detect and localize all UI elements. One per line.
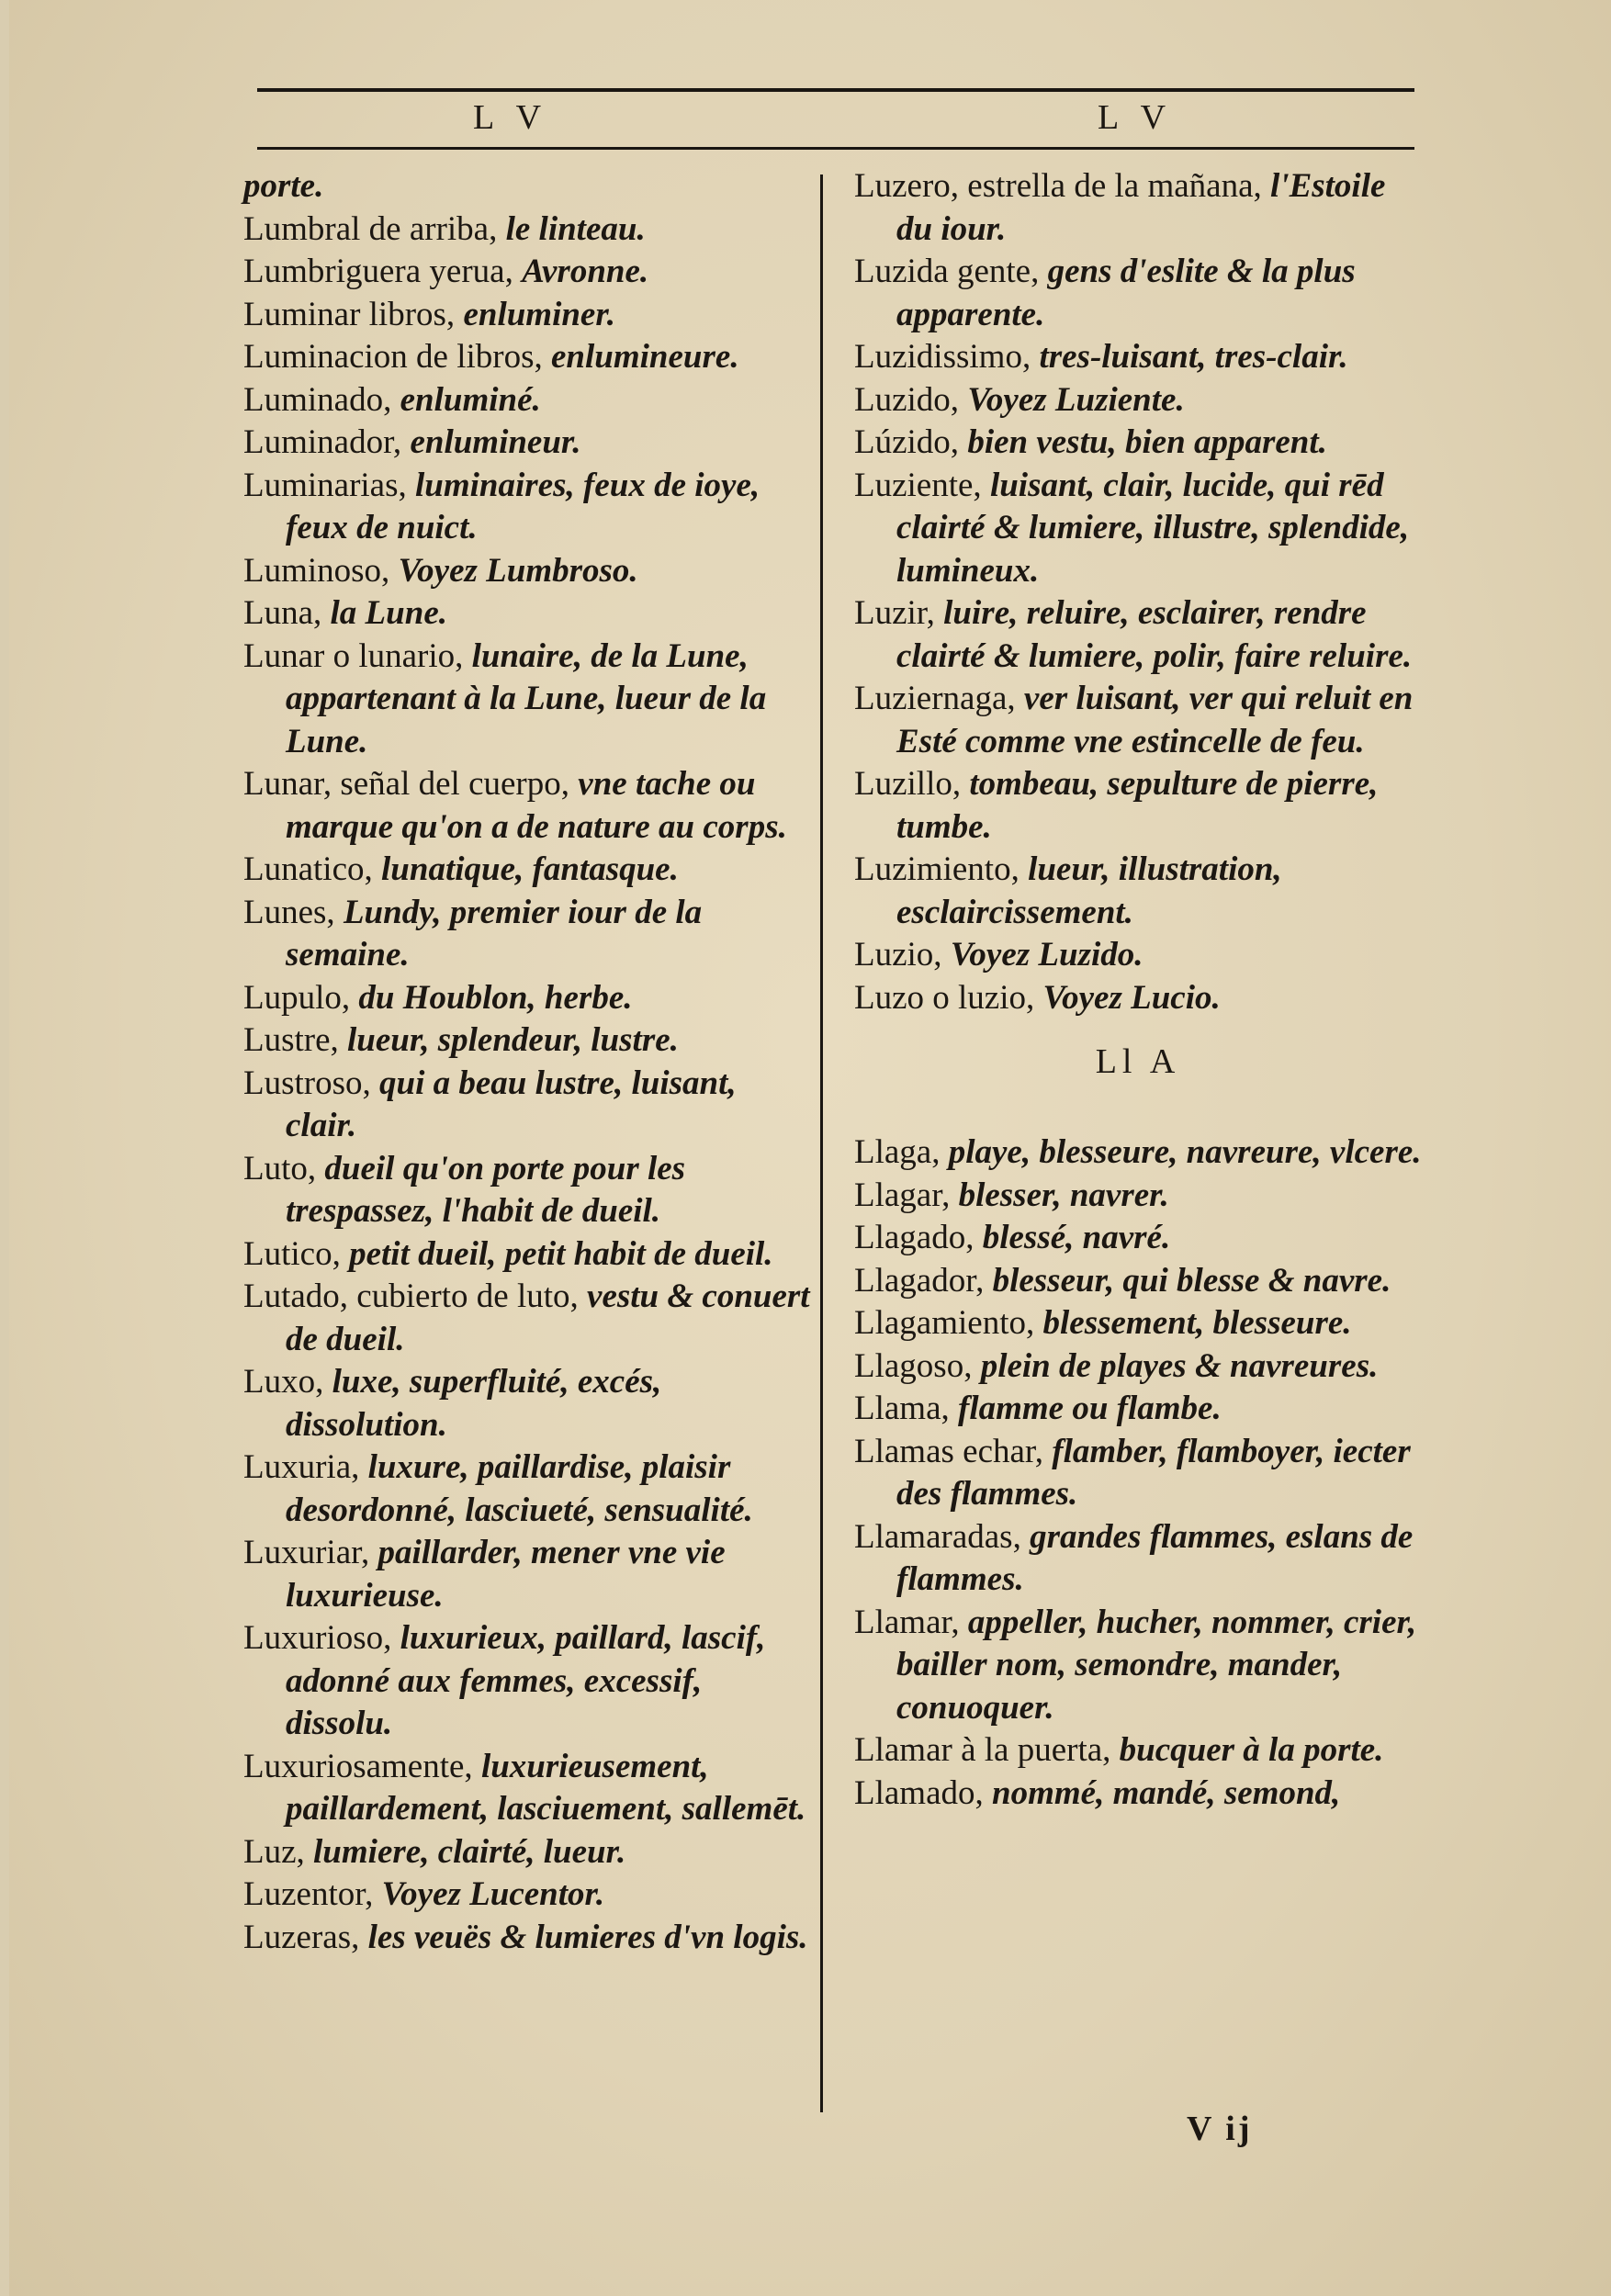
entry-headword: Lutico, (243, 1234, 350, 1273)
entry-definition: l'Estoile du iour. (896, 167, 1386, 248)
dictionary-entry (243, 763, 811, 849)
entry-headword: Llamas echar, (854, 1432, 1053, 1470)
entry-headword: Luminarias, (243, 466, 416, 504)
entry-definition: lueur, splendeur, lustre. (347, 1021, 679, 1059)
dictionary-entry (243, 1063, 811, 1148)
entry-definition: dueil qu'on porte pour les trespassez, l'habit de dueil. (286, 1149, 686, 1230)
entry-headword: Llagoso, (854, 1346, 981, 1385)
entry-definition: luxe, superfluité, excés, dissolution. (286, 1363, 662, 1444)
column-divider (820, 174, 823, 2112)
dictionary-entry (243, 636, 811, 764)
entry-headword: Llagado, (854, 1219, 983, 1256)
entry-definition: blesseur, qui blesse & navre. (992, 1261, 1391, 1300)
entry-definition: playe, blesseure, navreure, vlcere. (948, 1133, 1422, 1171)
entry-headword: Luzir, (854, 594, 944, 632)
entry-headword: Llamar à la puerta, (854, 1731, 1120, 1769)
dictionary-page (9, 0, 1611, 2296)
entry-definition: luxure, paillardise, plaisir desordonné, lasciueté, sensualité. (286, 1448, 753, 1529)
entry-definition: appeller, hucher, nommer, crier, bailler nom, semondre, mander, conuoquer. (896, 1603, 1417, 1727)
header-top-rule (257, 88, 1414, 92)
dictionary-entry (854, 1602, 1422, 1730)
entry-definition: lueur, illustration, esclaircissement. (896, 850, 1282, 931)
entry-definition: enluminé. (400, 380, 541, 419)
entry-headword: Llagador, (854, 1261, 993, 1300)
entry-definition: porte. (243, 167, 324, 205)
entry-headword: Luz, (243, 1832, 314, 1871)
right-entries-lu (854, 165, 1422, 1019)
entry-headword: Luzida gente, (854, 253, 1048, 290)
dictionary-entry (243, 465, 811, 550)
dictionary-entry (243, 1746, 811, 1831)
entry-definition: blesser, navrer. (958, 1176, 1169, 1214)
dictionary-entry (854, 1175, 1422, 1218)
entry-definition: enlumineure. (551, 338, 739, 376)
entry-headword: Luzio, (854, 936, 951, 974)
dictionary-entry (243, 1019, 811, 1063)
entry-headword: Lustre, (243, 1021, 348, 1059)
entry-definition: vne tache ou marque qu'on a de nature au corps. (286, 765, 787, 846)
entry-definition: blessé, navré. (982, 1219, 1171, 1256)
dictionary-entry (854, 849, 1422, 934)
entry-headword: Luxuriar, (243, 1534, 378, 1571)
dictionary-entry (243, 1917, 811, 1960)
dictionary-entry (854, 592, 1422, 678)
entry-headword: Llagamiento, (854, 1304, 1043, 1342)
header-right: L V (1098, 98, 1174, 137)
entry-headword: Luzero, estrella de la mañana, (854, 167, 1271, 205)
dictionary-entry (854, 465, 1422, 593)
entry-definition: Voyez Luziente. (967, 380, 1185, 419)
dictionary-entry (243, 550, 811, 593)
entry-headword: Lumbral de arriba, (243, 209, 506, 248)
entry-headword: Llagar, (854, 1176, 959, 1214)
entry-headword: Luminar libros, (243, 295, 464, 333)
dictionary-entry (243, 1874, 811, 1917)
entry-headword: Luminado, (243, 380, 400, 419)
entry-headword: Luxuriosamente, (243, 1747, 481, 1785)
dictionary-entry (243, 336, 811, 379)
left-column (243, 165, 811, 1959)
entry-definition: Voyez Luzido. (950, 936, 1143, 974)
entry-definition: luminaires, feux de ioye, feux de nuict. (286, 466, 760, 546)
entry-definition: le linteau. (505, 209, 646, 248)
dictionary-entry (854, 1217, 1422, 1260)
dictionary-entry (243, 165, 811, 208)
dictionary-entry (243, 1148, 811, 1233)
dictionary-entry (854, 1131, 1422, 1175)
entry-headword: Lunes, (243, 893, 344, 931)
entry-definition: luisant, clair, lucide, qui rēd clairté & lumiere, illustre, splendide, lumineux. (896, 466, 1410, 590)
entry-headword: Llamar, (854, 1603, 968, 1641)
dictionary-entry (243, 1446, 811, 1532)
entry-definition: bucquer à la porte. (1119, 1731, 1384, 1769)
dictionary-entry (854, 1260, 1422, 1303)
entry-definition: enluminer. (463, 295, 615, 333)
entry-headword: Llaga, (854, 1133, 949, 1171)
entry-headword: Luzo o luzio, (854, 978, 1043, 1017)
entry-headword: Luna, (243, 594, 331, 632)
dictionary-entry (243, 592, 811, 636)
entry-headword: Lupulo, (243, 978, 359, 1017)
dictionary-entry (854, 251, 1422, 336)
dictionary-entry (854, 934, 1422, 977)
dictionary-entry (854, 1773, 1422, 1816)
entry-definition: gens d'eslite & la plus apparente. (896, 253, 1356, 333)
entry-definition: les veuës & lumieres d'vn logis. (367, 1918, 808, 1956)
entry-definition: lunaire, de la Lune, appartenant à la Lune, lueur de la Lune. (286, 636, 767, 760)
entry-headword: Lunatico, (243, 850, 382, 888)
entry-headword: Luto, (243, 1149, 325, 1187)
entry-definition: ver luisant, ver qui reluit en Esté comme vne estincelle de feu. (896, 680, 1414, 760)
entry-definition: flamme ou flambe. (958, 1390, 1222, 1427)
entry-definition: luire, reluire, esclairer, rendre clairté & lumiere, polir, faire reluire. (896, 594, 1413, 675)
dictionary-entry (243, 422, 811, 465)
dictionary-entry (854, 1431, 1422, 1516)
right-column (854, 165, 1422, 1815)
entry-definition: lumiere, clairté, lueur. (313, 1832, 626, 1871)
entry-headword: Lunar, señal del cuerpo, (243, 765, 579, 803)
dictionary-entry (243, 208, 811, 252)
dictionary-entry (854, 763, 1422, 849)
entry-definition: nommé, mandé, semond, (992, 1773, 1341, 1812)
entry-headword: Luzidissimo, (854, 338, 1040, 376)
dictionary-entry (854, 1729, 1422, 1773)
entry-headword: Luzimiento, (854, 850, 1029, 888)
dictionary-entry (243, 977, 811, 1020)
entry-definition: grandes flammes, eslans de flammes. (896, 1517, 1414, 1598)
dictionary-entry (243, 294, 811, 337)
entry-headword: Luziente, (854, 466, 990, 504)
entry-definition: petit dueil, petit habit de dueil. (349, 1234, 773, 1273)
entry-headword: Lumbriguera yerua, (243, 253, 523, 290)
entry-definition: blessement, blesseure. (1042, 1304, 1352, 1342)
entry-headword: Llama, (854, 1390, 959, 1427)
right-entries-ll (854, 1131, 1422, 1815)
section-heading: Ll A (1095, 1042, 1181, 1081)
entry-definition: bien vestu, bien apparent. (967, 423, 1327, 461)
header-left: L V (473, 98, 549, 137)
dictionary-entry (243, 1617, 811, 1746)
entry-definition: flamber, flamboyer, iecter des flammes. (896, 1432, 1411, 1513)
dictionary-entry (243, 1831, 811, 1874)
dictionary-entry (243, 892, 811, 977)
entry-definition: plein de playes & navreures. (980, 1346, 1379, 1385)
entry-definition: Voyez Lumbroso. (398, 551, 638, 590)
entry-headword: Luzillo, (854, 765, 970, 803)
dictionary-entry (243, 849, 811, 892)
entry-definition: Voyez Lucentor. (381, 1875, 605, 1913)
dictionary-entry (243, 1276, 811, 1361)
entry-headword: Llamado, (854, 1773, 993, 1812)
signature-mark: V ij (1187, 2110, 1253, 2148)
entry-definition: lunatique, fantasque. (381, 850, 679, 888)
entry-definition: luxurieusement, paillardement, lasciuement, sallemēt. (286, 1747, 806, 1828)
entry-definition: luxurieux, paillard, lascif, adonné aux femmes, excessif, dissolu. (286, 1619, 766, 1742)
dictionary-entry (854, 1345, 1422, 1389)
entry-definition: tombeau, sepulture de pierre, tumbe. (896, 765, 1379, 846)
header-bottom-rule (257, 147, 1414, 150)
entry-headword: Luminoso, (243, 551, 399, 590)
entry-definition: tres-luisant, tres-clair. (1039, 338, 1348, 376)
entry-headword: Luxurioso, (243, 1619, 400, 1657)
dictionary-entry (854, 379, 1422, 422)
dictionary-entry (854, 1302, 1422, 1345)
entry-definition: Avronne. (522, 253, 649, 290)
entry-headword: Luminacion de libros, (243, 338, 551, 376)
entry-headword: Luziernaga, (854, 680, 1024, 717)
dictionary-entry (854, 1388, 1422, 1431)
entry-headword: Luxo, (243, 1363, 332, 1401)
entry-headword: Luzentor, (243, 1875, 382, 1913)
dictionary-entry (854, 977, 1422, 1020)
entry-definition: paillarder, mener vne vie luxurieuse. (286, 1534, 726, 1615)
dictionary-entry (243, 1233, 811, 1277)
dictionary-entry (854, 422, 1422, 465)
entry-definition: Voyez Lucio. (1042, 978, 1221, 1017)
entry-headword: Lunar o lunario, (243, 636, 472, 675)
dictionary-entry (854, 165, 1422, 251)
dictionary-entry (854, 1516, 1422, 1602)
dictionary-entry (854, 678, 1422, 763)
entry-headword: Luzeras, (243, 1918, 368, 1956)
entry-headword: Lúzido, (854, 423, 968, 461)
entry-definition: enlumineur. (410, 423, 581, 461)
dictionary-entry (854, 336, 1422, 379)
entry-headword: Luxuria, (243, 1448, 368, 1486)
entry-definition: la Lune. (330, 594, 447, 632)
entry-definition: du Houblon, herbe. (358, 978, 633, 1017)
entry-headword: Luminador, (243, 423, 411, 461)
entry-headword: Lutado, cubierto de luto, (243, 1277, 588, 1315)
dictionary-entry (243, 379, 811, 422)
entry-definition: Lundy, premier iour de la semaine. (286, 893, 703, 974)
entry-definition: vestu & conuert de dueil. (286, 1277, 810, 1358)
entry-definition: qui a beau lustre, luisant, clair. (286, 1064, 737, 1144)
entry-headword: Luzido, (854, 380, 968, 419)
entry-headword: Lustroso, (243, 1064, 379, 1102)
dictionary-entry (243, 251, 811, 294)
dictionary-entry (243, 1361, 811, 1446)
entry-headword: Llamaradas, (854, 1517, 1031, 1556)
dictionary-entry (243, 1532, 811, 1617)
